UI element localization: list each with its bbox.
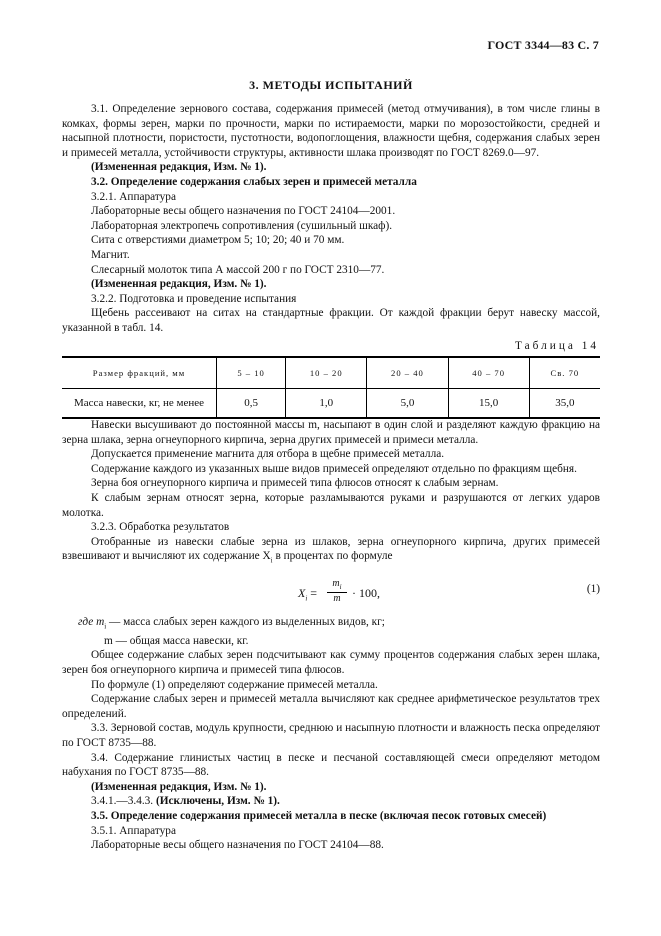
paragraph-3-2-2: 3.2.2. Подготовка и проведение испытания <box>91 292 297 305</box>
formula-tail: · 100, <box>352 586 380 600</box>
edit-note: (Измененная редакция, Изм. № 1). <box>91 278 267 291</box>
formula-1 <box>62 578 600 618</box>
edit-note: (Измененная редакция, Изм. № 1). <box>91 780 267 793</box>
block-3-1 <box>62 102 600 336</box>
equipment-scales: Лабораторные весы общего назначения по ГОСТ 24104—2001. <box>91 205 396 218</box>
formula-denominator: m <box>333 593 341 604</box>
table-header-cell: Размер фракций, мм <box>62 357 217 389</box>
paragraph-selection <box>62 535 600 568</box>
paragraph-total: Общее содержание слабых зерен подсчитывают как сумму процентов содержания слабых зерен шлака, зерен боя огнеупорного кирпича и примесей типа флюсов. <box>62 649 600 677</box>
paragraph-formula-1: По формуле (1) определяют содержание примесей металла. <box>91 678 378 691</box>
where-line-2: m — общая масса навески, кг. <box>104 634 249 647</box>
equipment-oven: Лабораторная электропечь сопротивления (сушильный шкаф). <box>91 219 393 232</box>
paragraph-content: Содержание каждого из указанных выше видов примесей определяют отдельно по фракциям щебня. <box>91 462 577 475</box>
equipment-scales-2: Лабораторные весы общего назначения по ГОСТ 24104—88. <box>91 839 384 852</box>
table-cell: 1,0 <box>286 389 367 419</box>
block-results <box>62 615 600 853</box>
table-header-cell: Св. 70 <box>529 357 600 389</box>
table-caption: Таблица 14 <box>515 340 599 352</box>
paragraph-weak-grains: Зерна боя огнеупорного кирпича и примесей типа флюсов относят к слабым зернам. <box>91 477 499 490</box>
paragraph-3-2-1: 3.2.1. Аппаратура <box>91 190 176 203</box>
paragraph-3-5-1: 3.5.1. Аппаратура <box>91 824 176 837</box>
block-procedure <box>62 418 600 568</box>
table-cell: Масса навески, кг, не менее <box>62 389 217 419</box>
formula-lhs: $X_i$ = <box>298 586 318 603</box>
page-header: ГОСТ 3344—83 С. 7 <box>487 38 599 52</box>
formula-numerator: $m_i$ <box>327 578 347 593</box>
fraction-table <box>62 356 600 419</box>
table-cell: 35,0 <box>529 389 600 419</box>
table-header-cell: 20 – 40 <box>367 357 448 389</box>
formula-number: (1) <box>586 583 600 595</box>
where-line-1: где $m_i$ — масса слабых зерен каждого из выделенных видов, кг; <box>78 616 385 631</box>
table-header-row <box>62 357 600 389</box>
table-header-cell: 40 – 70 <box>448 357 529 389</box>
paragraph-3-1: 3.1. Определение зернового состава, содержания примесей (метод отмучивания), в том числе глины в комках, формы зерен, марки по прочности, марки по истираемости, марки по морозостойкости, средней и насыпной плотности, пористости, пустотности, водопоглощения, влажности щебня, содержания слабых зерен и примесей металла, устойчивости структуры, активности шлака производят по ГОСТ 8269.0—97. <box>62 103 600 159</box>
heading-3-2: 3.2. Определение содержания слабых зерен и примесей металла <box>91 175 417 188</box>
paragraph-3-2-3: 3.2.3. Обработка результатов <box>91 521 230 534</box>
paragraph-3-3: 3.3. Зерновой состав, модуль крупности, среднюю и насыпную плотности и влажность песка определяют по ГОСТ 8735—88. <box>62 722 600 749</box>
equipment-hammer: Слесарный молоток типа А массой 200 г по ГОСТ 2310—77. <box>91 263 385 276</box>
paragraph-3-4: 3.4. Содержание глинистых частиц в песке и песчаной составляющей смеси определяют методом набухания по ГОСТ 8735—88. <box>62 751 600 779</box>
table-header-cell: 10 – 20 <box>286 357 367 389</box>
selection-end: в процентах по формуле <box>272 550 393 563</box>
heading-3-5: 3.5. Определение содержания примесей металла в песке (включая песок готовых смесей) <box>91 809 547 822</box>
paragraph-sieving: Щебень рассеивают на ситах на стандартные фракции. От каждой фракции берут навеску массой, указанной в табл. 14. <box>62 307 600 334</box>
paragraph-weak-grains-2: К слабым зернам относят зерна, которые разламываются руками и разрушаются от легких ударов молотка. <box>62 491 600 519</box>
table-cell: 15,0 <box>448 389 529 419</box>
paragraph-average: Содержание слабых зерен и примесей металла вычисляют как среднее арифметическое результатов трех определений. <box>62 693 600 720</box>
selection-text: Отобранные из навески слабые зерна из шлаков, зерна огнеупорного кирпича, других примесей взвешивают и вычисляют их содержание X <box>62 535 600 563</box>
edit-note: (Измененная редакция, Изм. № 1). <box>91 161 267 174</box>
paragraph-drying: Навески высушивают до постоянной массы m, насыпают в один слой и разделяют каждую фракцию на зерна шлака, зерна огнеупорного кирпича, зерна других примесей и примеси металла. <box>62 419 600 446</box>
equipment-sieves: Сита с отверстиями диаметром 5; 10; 20; 40 и 70 мм. <box>91 234 345 247</box>
table-row <box>62 389 600 419</box>
paragraph-magnet: Допускается применение магнита для отбора в щебне примесей металла. <box>91 448 445 461</box>
table-cell: 5,0 <box>367 389 448 419</box>
paragraph-3-4-1: 3.4.1.—3.4.3. (Исключены, Изм. № 1). <box>91 795 280 808</box>
formula-fraction <box>327 578 347 604</box>
section-title: 3. МЕТОДЫ ИСПЫТАНИЙ <box>249 78 413 92</box>
selection-subscript: i <box>270 556 273 565</box>
table-cell: 0,5 <box>217 389 286 419</box>
table-header-cell: 5 – 10 <box>217 357 286 389</box>
equipment-magnet: Магнит. <box>91 248 130 261</box>
